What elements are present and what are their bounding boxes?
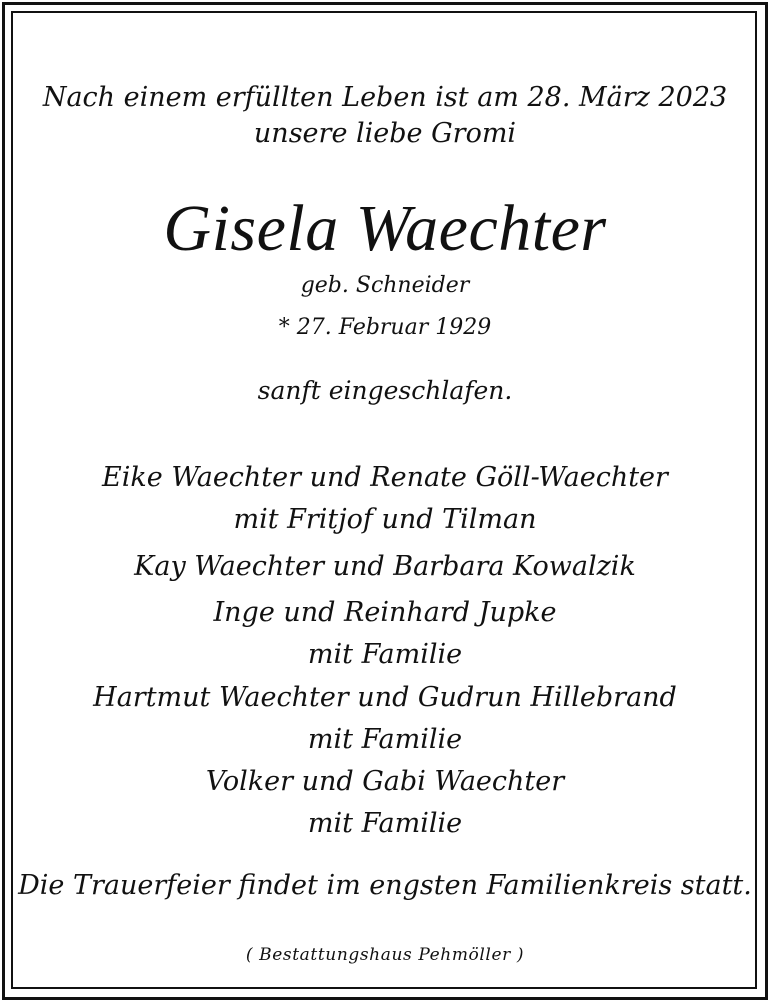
mourner-line: Volker und Gabi Waechter xyxy=(205,766,565,797)
mourner-line: Hartmut Waechter und Gudrun Hillebrand xyxy=(93,682,677,713)
birth-date: * 27. Februar 1929 xyxy=(278,315,492,340)
mourner-line: Eike Waechter und Renate Göll-Waechter xyxy=(102,462,668,493)
mourner-line: mit Fritjof und Tilman xyxy=(233,504,537,535)
deceased-name: Gisela Waechter xyxy=(163,192,607,265)
birth-name: geb. Schneider xyxy=(300,273,470,298)
mourner-line: mit Familie xyxy=(307,808,463,839)
undertaker-credit: ( Bestattungshaus Pehmöller ) xyxy=(245,945,525,965)
mourner-line: Kay Waechter und Barbara Kowalzik xyxy=(134,551,636,582)
mourner-line: mit Familie xyxy=(307,639,463,670)
intro-line-1: Nach einem erfüllten Leben ist am 28. März 2023 xyxy=(42,82,728,113)
passing-text: sanft eingeschlafen. xyxy=(257,376,513,405)
intro-line-2: unsere liebe Gromi xyxy=(253,118,517,149)
funeral-note: Die Trauerfeier findet im engsten Familienkreis statt. xyxy=(18,870,752,901)
mourner-line: mit Familie xyxy=(307,724,463,755)
inner-border xyxy=(11,11,757,989)
mourner-line: Inge und Reinhard Jupke xyxy=(213,597,557,628)
